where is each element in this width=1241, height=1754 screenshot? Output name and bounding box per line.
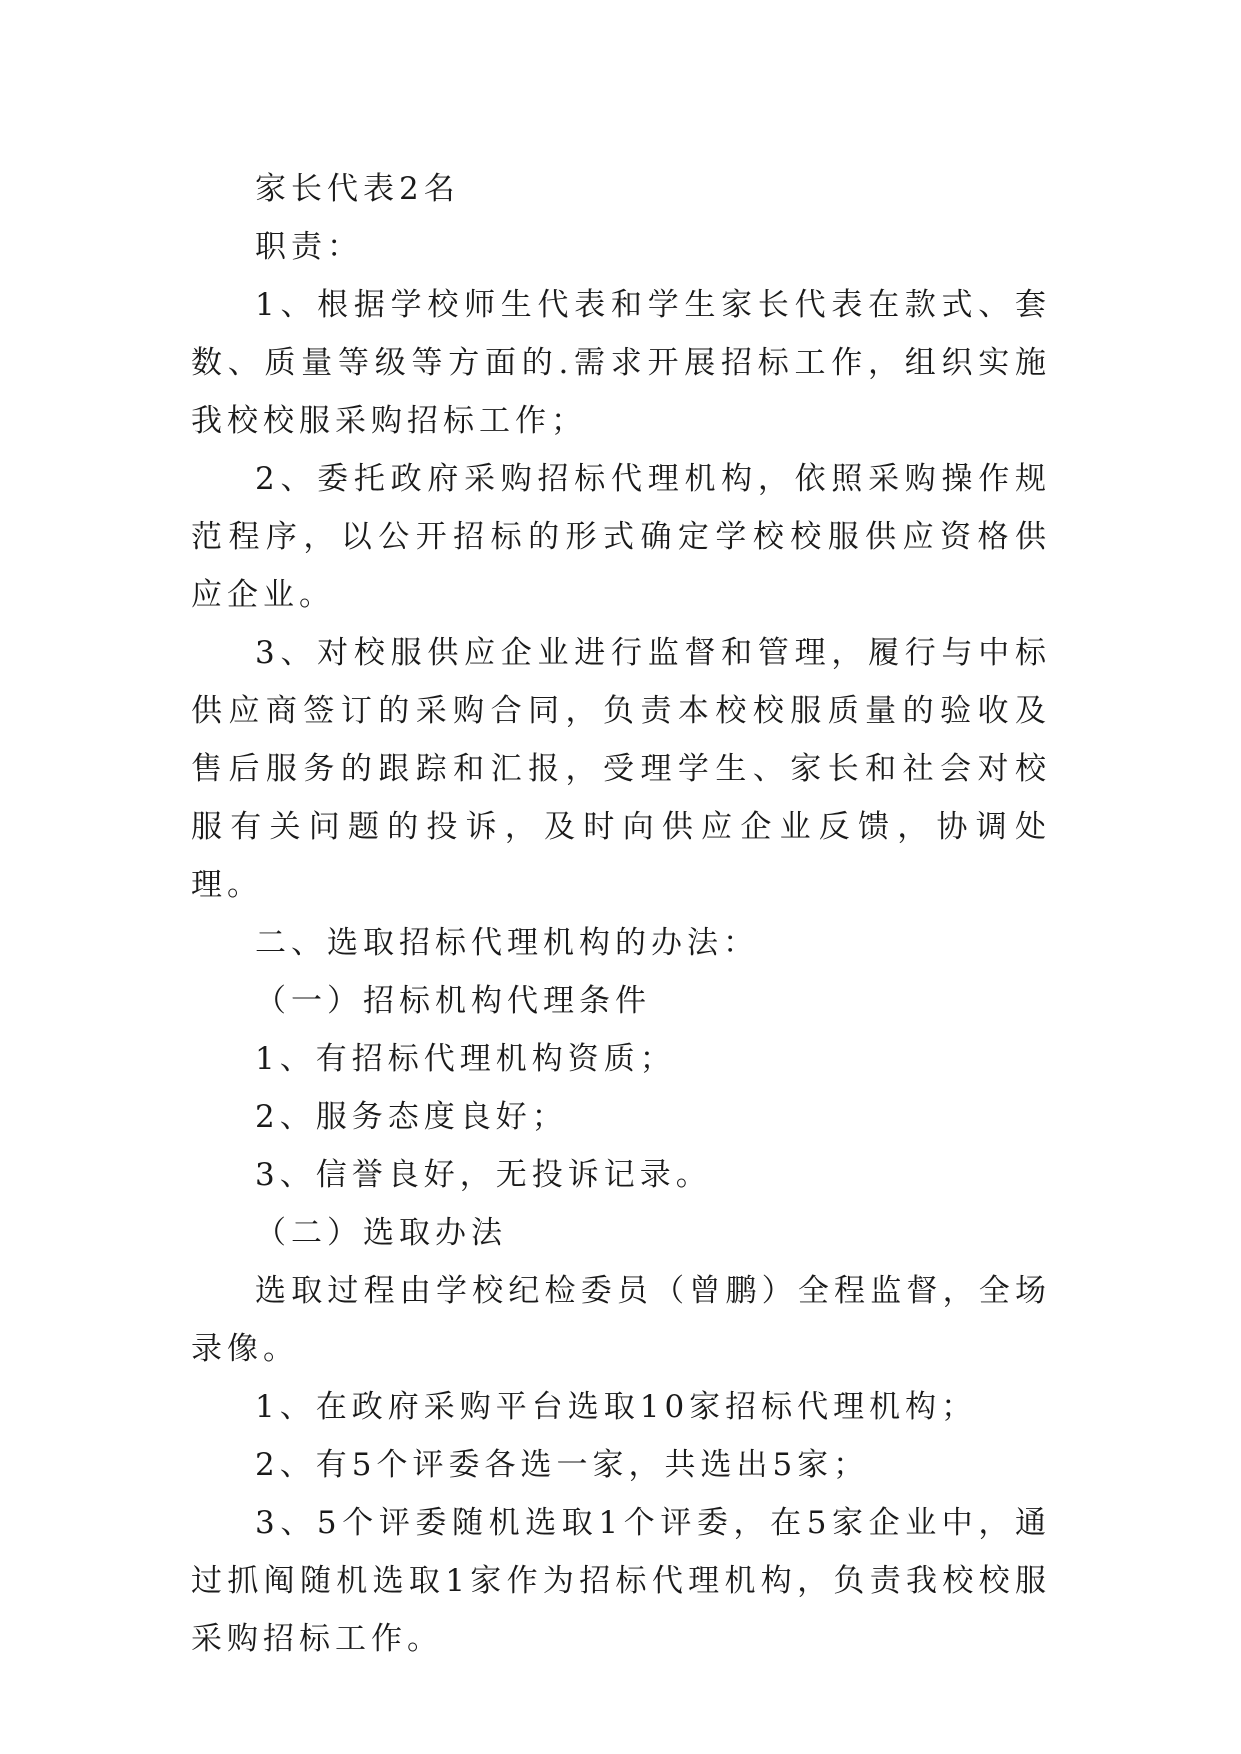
paragraph-method-1: 1、在政府采购平台选取10家招标代理机构；: [255, 1389, 978, 1425]
paragraph-duties-heading: 职责：: [255, 229, 363, 265]
paragraph-duty-3: 3、对校服供应企业进行监督和管理，履行与中标供应商签订的采购合同，负责本校校服质量的验收及售后服务的跟踪和汇报，受理学生、家长和社会对校服有关问题的投诉，及时向供应企业反馈，协调处理。: [191, 635, 1051, 903]
paragraph-duty-2: 2、委托政府采购招标代理机构，依照采购操作规范程序，以公开招标的形式确定学校校服供应资格供应企业。: [191, 461, 1051, 613]
paragraph-duty-1: 1、根据学校师生代表和学生家长代表在款式、套数、质量等级等方面的.需求开展招标工作，组织实施我校校服采购招标工作；: [191, 287, 1051, 439]
subsection-heading-method: （二）选取办法: [255, 1215, 507, 1251]
paragraph-condition-1: 1、有招标代理机构资质；: [255, 1041, 676, 1077]
paragraph-parent-representatives: 家长代表2名: [255, 171, 460, 207]
paragraph-condition-3: 3、信誉良好，无投诉记录。: [255, 1157, 712, 1193]
paragraph-method-3: 3、5个评委随机选取1个评委，在5家企业中，通过抓阄随机选取1家作为招标代理机构，负责我校校服采购招标工作。: [191, 1505, 1051, 1657]
paragraph-condition-2: 2、服务态度良好；: [255, 1099, 568, 1135]
subsection-heading-conditions: （一）招标机构代理条件: [255, 983, 651, 1019]
paragraph-method-2: 2、有5个评委各选一家，共选出5家；: [255, 1447, 870, 1483]
paragraph-supervision: 选取过程由学校纪检委员（曾鹏）全程监督，全场录像。: [191, 1273, 1051, 1367]
section-heading-selection-method: 二、选取招标代理机构的办法：: [255, 925, 759, 961]
document-body: [191, 160, 1051, 1668]
